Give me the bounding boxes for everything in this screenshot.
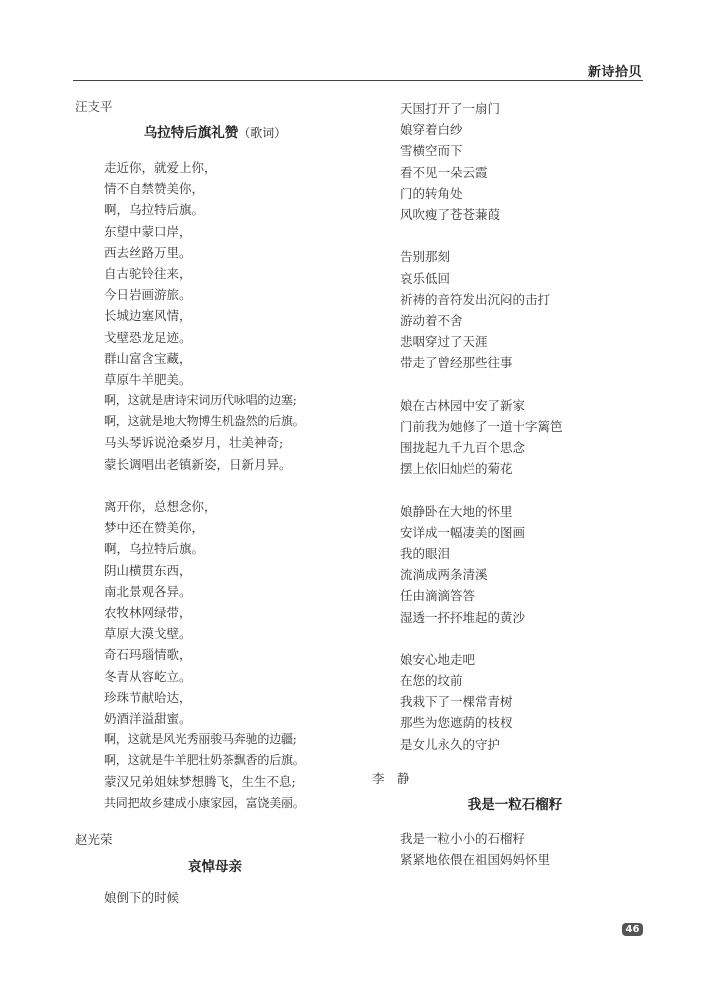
stanza-gap (104, 475, 365, 496)
poem-line: 游动着不舍 (400, 312, 463, 328)
left-column (75, 97, 365, 908)
poem-line: 啊，这就是风光秀丽骏马奔驰的边疆; (104, 732, 297, 747)
poem2-continuation (400, 98, 650, 755)
poem-line: 安详成一幅凄美的图画 (400, 524, 526, 540)
poem-line: 离开你，总想念你， (104, 499, 217, 514)
poem-line: 风吹瘦了苍苍蒹葭 (400, 206, 501, 222)
poem3-title: 我是一粒石榴籽 (467, 796, 563, 813)
poem-line: 西去丝路万里。 (104, 244, 192, 260)
poem-line: 走近你，就爱上你， (104, 160, 217, 175)
poem-line: 娘安心地走吧 (400, 651, 476, 667)
poem-line: 门前我为她修了一道十字篱笆 (400, 418, 563, 434)
stanza-gap (400, 373, 650, 394)
poem-line: 南北景观各异。 (104, 583, 192, 599)
poem-line: 草原牛羊肥美。 (104, 371, 192, 387)
poem-line: 任由滴滴答答 (400, 588, 476, 604)
poem1-stanza1 (75, 157, 365, 814)
poem-line: 啊，乌拉特后旗。 (104, 202, 205, 218)
poem-line: 那些为您遮荫的枝杈 (400, 715, 513, 731)
poem-line: 带走了曾经那些往事 (400, 355, 513, 371)
poem-line: 蒙长调唱出老镇新姿，日新月异。 (104, 456, 292, 472)
stanza-gap (400, 225, 650, 246)
poem-line: 摆上依旧灿烂的菊花 (400, 461, 513, 477)
poem2-opening (75, 887, 365, 908)
stanza-gap (400, 628, 650, 649)
poem-line: 紧紧地依偎在祖国妈妈怀里 (400, 852, 551, 867)
poem1-subtitle: （歌词） (238, 126, 287, 140)
poem-line: 草原大漠戈壁。 (104, 626, 192, 642)
poem-line: 我的眼泪 (400, 545, 451, 561)
poem-line: 娘倒下的时候 (104, 889, 180, 905)
poem-line: 我栽下了一棵常青树 (400, 694, 513, 710)
poem-line: 悲咽穿过了天涯 (400, 334, 488, 350)
poem-line: 祈祷的音符发出沉闷的击打 (400, 291, 551, 307)
poem-line: 流淌成两条清溪 (400, 567, 488, 583)
poem3-author: 李 静 (372, 770, 410, 786)
poem-line: 奶酒洋溢甜蜜。 (104, 710, 192, 726)
poem-line: 珍珠节献哈达， (104, 689, 192, 705)
poem-line: 啊，这就是唐诗宋词历代咏唱的边塞; (104, 393, 297, 408)
poem-line: 长城边塞风情， (104, 308, 192, 324)
poem2-title: 哀悼母亲 (188, 858, 242, 875)
right-column (372, 97, 650, 870)
poem-line: 雪横空而下 (400, 143, 463, 159)
poem-line: 围拢起九千九百个思念 (400, 440, 526, 455)
poem-line: 哀乐低回 (400, 270, 451, 286)
poem-line: 阴山横贯东西， (104, 562, 192, 578)
poem-line: 农牧林网绿带， (104, 604, 192, 620)
poem-line: 门的转角处 (400, 185, 463, 201)
stanza-gap (400, 479, 650, 500)
poem-line: 湿透一抔抔堆起的黄沙 (400, 609, 526, 625)
poem-line: 东望中蒙口岸， (104, 223, 192, 239)
poem-line: 啊，乌拉特后旗。 (104, 541, 205, 557)
poem3-lines (400, 828, 650, 870)
section-title: 新诗拾贝 (587, 65, 642, 80)
poem-line: 告别那刻 (400, 249, 451, 265)
poem-line: 戈壁恐龙足迹。 (104, 329, 192, 345)
poem1-author: 汪支平 (75, 99, 113, 114)
poem-line: 共同把故乡建成小康家园，富饶美丽。 (104, 795, 305, 810)
poem-line: 我是一粒小小的石榴籽 (400, 830, 526, 846)
poem-line: 今日岩画游旅。 (104, 287, 192, 303)
poem-line: 娘穿着白纱 (400, 122, 463, 138)
poem1-title (65, 122, 365, 144)
poem-line: 自古驼铃往来， (104, 265, 192, 281)
poem-line: 啊，这就是地大物博生机盎然的后旗。 (104, 414, 305, 429)
poem-line: 马头琴诉说沧桑岁月，壮美神奇; (104, 435, 284, 451)
poem-line: 啊，这就是牛羊肥壮奶茶飘香的后旗。 (104, 753, 305, 768)
poem-line: 奇石玛瑙情歌， (104, 647, 192, 663)
poem-line: 看不见一朵云霞 (400, 164, 488, 180)
poem-line: 天国打开了一扇门 (400, 101, 501, 116)
poem-line: 情不自禁赞美你， (104, 181, 205, 197)
poem1-title-text: 乌拉特后旗礼赞 (143, 125, 239, 141)
poem-line: 蒙汉兄弟姐妹梦想腾飞，生生不息; (104, 774, 296, 790)
poem-line: 梦中还在赞美你， (104, 520, 205, 536)
page-number-badge: 46 (622, 923, 643, 936)
poem-line: 群山富含宝藏， (104, 350, 192, 366)
poem-line: 在您的坟前 (400, 673, 463, 689)
poem-line: 是女儿永久的守护 (400, 736, 501, 752)
header-rule (73, 80, 643, 81)
poem-line: 娘静卧在大地的怀里 (400, 503, 513, 519)
poem-line: 娘在古林园中安了新家 (400, 397, 526, 413)
poem-line: 冬青从容屹立。 (104, 668, 192, 684)
poem2-author: 赵光荣 (75, 831, 113, 847)
